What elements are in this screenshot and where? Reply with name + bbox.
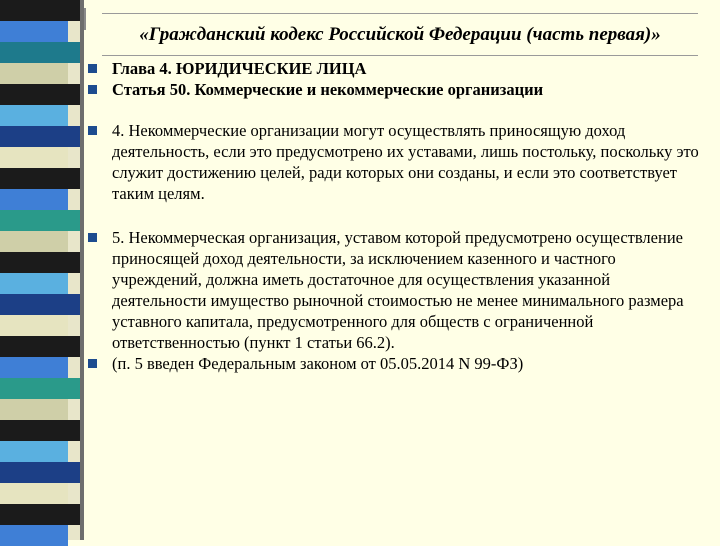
list-item-clause-5 — [88, 227, 702, 353]
stripe-band — [0, 378, 80, 399]
stripe-divider — [80, 0, 84, 540]
list-item-chapter — [88, 58, 702, 79]
stripe-band — [0, 147, 68, 168]
stripe-band — [0, 210, 80, 231]
stripe-band — [0, 357, 68, 378]
list-item-text: (п. 5 введен Федеральным законом от 05.05.2014 N 99-ФЗ) — [112, 354, 524, 373]
stripe-band — [0, 441, 68, 462]
list-item-text: 5. Некоммерческая организация, уставом которой предусмотрено осуществление приносящей доход деятельности, за исключением казенного и частного учреждений, должна иметь достаточное для осуществления указанной деятельности имущество рыночной стоимостью не менее минимального размера уставного капитала, предусмотренного для обществ с ограниченной ответственностью (пункт 1 статьи 66.2). — [112, 228, 684, 352]
square-bullet-icon — [88, 359, 97, 368]
stripe-band — [0, 252, 80, 273]
list-item-note — [88, 353, 702, 374]
list-item-text: Статья 50. Коммерческие и некоммерческие организации — [112, 80, 544, 99]
stripe-band — [0, 504, 80, 525]
slide-title: «Гражданский кодекс Российской Федерации (часть первая)» — [139, 23, 661, 45]
square-bullet-icon — [88, 233, 97, 242]
stripe-band — [0, 483, 68, 504]
stripe-band — [0, 525, 68, 546]
slide-title-box — [102, 13, 698, 56]
stripe-band — [0, 126, 80, 147]
stripe-band — [0, 105, 68, 126]
list-item-text: 4. Некоммерческие организации могут осуществлять приносящую доход деятельность, если это предусмотрено их уставами, лишь постольку, поскольку это служит достижению целей, ради которых они созданы, и если это соответствует таким целям. — [112, 121, 699, 203]
square-bullet-icon — [88, 126, 97, 135]
decorative-stripe — [0, 0, 84, 540]
stripe-band — [0, 462, 80, 483]
stripe-band — [0, 21, 68, 42]
list-item-text: Глава 4. ЮРИДИЧЕСКИЕ ЛИЦА — [112, 59, 367, 78]
title-tick — [84, 8, 86, 30]
stripe-band — [0, 84, 80, 105]
stripe-band — [0, 420, 80, 441]
stripe-band — [0, 0, 80, 21]
stripe-band — [0, 189, 68, 210]
stripe-band — [0, 294, 80, 315]
stripe-band — [0, 315, 68, 336]
slide-content — [88, 58, 702, 374]
stripe-band — [0, 42, 80, 63]
stripe-band — [0, 231, 68, 252]
square-bullet-icon — [88, 85, 97, 94]
stripe-band — [0, 63, 68, 84]
stripe-band — [0, 273, 68, 294]
stripe-band — [0, 168, 80, 189]
list-item-article — [88, 79, 702, 100]
stripe-band — [0, 336, 80, 357]
stripe-band — [0, 399, 68, 420]
list-item-clause-4 — [88, 120, 702, 204]
square-bullet-icon — [88, 64, 97, 73]
